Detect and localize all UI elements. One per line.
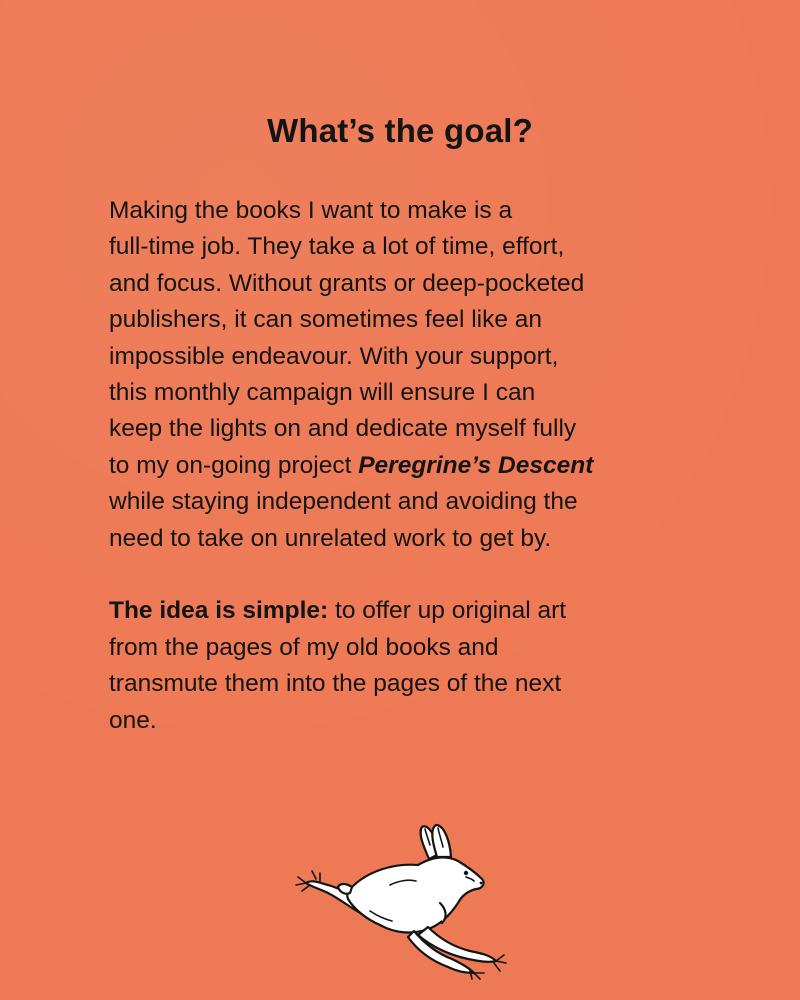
paragraph-2-line: one. [109,706,157,734]
leaping-hare-icon [290,815,520,980]
paragraph-1-line [109,448,719,484]
paragraph-1-line: Making the books I want to make is a [109,197,513,224]
paragraph-gap [109,557,719,593]
paragraph-1-line: and focus. Without grants or deep-pocketed [109,269,585,297]
page-title: What’s the goal? [267,112,533,149]
paragraph-1-line: need to take on unrelated work to get by. [109,524,552,552]
paragraph-1-line: full-time job. They take a lot of time, effort, [109,233,565,261]
paragraph-1-line: publishers, it can sometimes feel like an [109,306,543,334]
idea-lead: The idea is simple: [109,597,329,625]
paragraph-1-line: while staying independent and avoiding the [109,488,578,516]
paragraph-1-line: keep the lights on and dedicate myself fully [109,415,577,443]
paragraph-2-line: from the pages of my old books and [109,633,499,661]
paragraph-1-line: impossible endeavour. With your support, [109,342,559,370]
project-title: Peregrine’s Descent [358,451,594,479]
body-text [109,193,719,739]
paragraph-2-line [109,593,719,629]
paragraph-1-text: to my on-going project [109,451,359,479]
paragraph-2-text: to offer up original art [328,597,567,625]
paragraph-1-line: this monthly campaign will ensure I can [109,379,536,407]
paragraph-2-line: transmute them into the pages of the next [109,670,562,698]
